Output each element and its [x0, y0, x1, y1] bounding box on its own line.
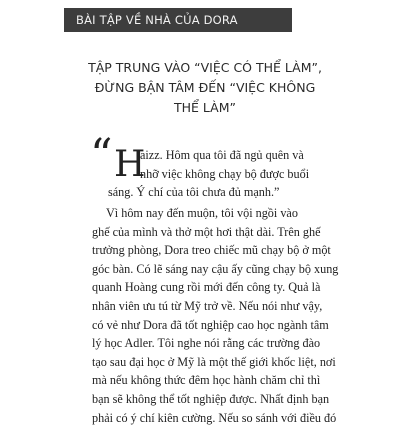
quote-mark-glyph: “ — [90, 130, 113, 181]
body-line: phải có ý chí kiên cường. Nếu so sánh với điều đó — [92, 410, 337, 425]
body-line: mà nếu không thức đêm học hành chăm chỉ thì — [92, 373, 321, 388]
body-line: ghế của mình và thở một hơi thật dài. Trên ghế — [92, 224, 321, 239]
body-line: quanh Hoàng cung rồi mới đến công ty. Quả là — [92, 280, 321, 295]
body-line: nhân viên ưu tú từ Mỹ trở về. Nếu nói như vậy, — [92, 298, 323, 313]
body-line: trưởng phòng, Dora treo chiếc mũ chạy bộ ở một — [92, 243, 331, 258]
chapter-title — [70, 58, 340, 118]
chapter-title-line: THỂ LÀM” — [174, 100, 236, 115]
body-line: Vì hôm nay đến muộn, tôi vội ngồi vào — [106, 206, 298, 220]
quote-line: aizz. Hôm qua tôi đã ngủ quên và — [140, 148, 304, 162]
body-line: lý học Adler. Tôi nghe nói rằng các trường đào — [92, 336, 321, 351]
drop-cap-letter: H — [114, 144, 146, 185]
body-line: bạn sẽ không thể tốt nghiệp được. Nhất định bạn — [92, 391, 330, 406]
quote-line: nhỡ việc không chạy bộ được buổi — [140, 166, 310, 181]
section-header-label: BÀI TẬP VỀ NHÀ CỦA DORA — [76, 13, 238, 27]
quote-line: sáng. Ý chí của tôi chưa đủ mạnh.” — [108, 185, 280, 199]
chapter-title-line: ĐỪNG BẬN TÂM ĐẾN “VIỆC KHÔNG — [94, 80, 316, 95]
chapter-title-line: TẬP TRUNG VÀO “VIỆC CÓ THỂ LÀM”, — [88, 60, 322, 75]
body-paragraph — [92, 204, 339, 427]
section-header-band — [64, 8, 292, 32]
opening-quote — [90, 130, 326, 202]
body-line: có vẻ như Dora đã tốt nghiệp cao học ngành tâm — [92, 317, 329, 332]
body-line: tạo sau đại học ở Mỹ là một thế giới khốc liệt, nơi — [92, 354, 336, 369]
body-line: góc bàn. Có lẽ sáng nay cậu ấy cũng chạy bộ xung — [92, 261, 339, 276]
